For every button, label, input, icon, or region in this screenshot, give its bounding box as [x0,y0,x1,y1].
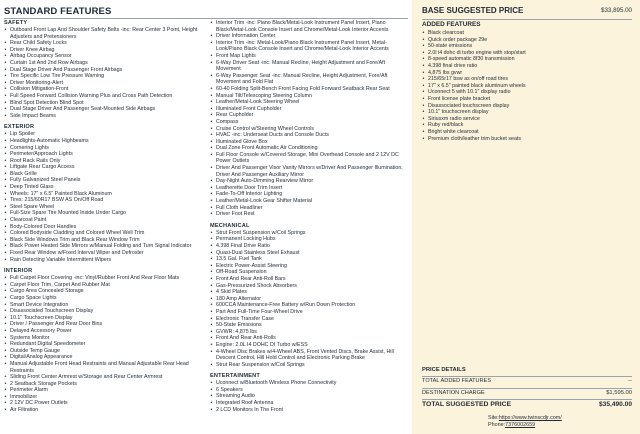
feature-list [4,131,206,263]
feature-item: • Interior Trim -inc: Piano Black/Metal-Look Instrument Panel Insert, Piano Black/Metal-Look Console Insert and Chrome/Metal-Look Interior Accents [210,20,410,33]
feature-item: • 4.398 Final Drive Ratio [210,243,410,250]
feature-item: • Cornering Lights [4,145,206,152]
features-column-right [210,20,410,413]
price-row-added [422,378,632,388]
feature-item: • Tire Specific Low Tire Pressure Warning [4,73,206,80]
feature-item: • Illuminated Glove Box [210,139,410,146]
feature-item: • Headlights-Automatic Highbeams [4,138,206,145]
added-feature-item: • 2.0l i4 dohc di turbo engine with stop/start [422,50,632,57]
feature-item: • Cruise Control w/Steering Wheel Controls [210,126,410,133]
feature-item: • Electronic Transfer Case [210,316,410,323]
feature-item: • Tires: 215/60R17 BSW AS On/Off Road [4,197,206,204]
feature-item: • Air Filtration [4,407,206,414]
feature-item: • Day-Night Auto-Dimming Rearview Mirror [210,178,410,185]
feature-item: • Smart Device Integration [4,302,206,309]
feature-item: • Driver Foot Rest [210,211,410,218]
feature-item: • 4 Skid Plates [210,289,410,296]
feature-item: • Compass [210,119,410,126]
feature-item: • Driver And Passenger Visor Vanity Mirrors w/Driver And Passenger Illumination, Driver And Passenger Auxiliary Mirror [210,165,410,178]
price-details-title: PRICE DETAILS [422,367,466,373]
added-feature-item: • 50-state emissions [422,43,632,50]
feature-item: • Leatherette Door Trim Insert [210,185,410,192]
feature-item: • 6-Way Passenger Seat -inc: Manual Recline, Height Adjustment, Fore/Aft Movement and Fold Flat [210,73,410,86]
feature-item: • Full Floor Console w/Covered Storage, Mini Overhead Console and 2 12V DC Power Outlets [210,152,410,165]
feature-item: • Body-Colored Door Handles [4,224,206,231]
page-title: STANDARD FEATURES [4,6,112,17]
feature-item: • Cargo Space Lights [4,295,206,302]
feature-item: • Side Impact Beams [4,113,206,120]
details-divider-mid [422,388,632,389]
feature-item: • Steel Spare Wheel [4,204,206,211]
feature-item: • Illuminated Front Cupholder [210,106,410,113]
feature-item: • HVAC -inc: Underseat Ducts and Console Ducts [210,132,410,139]
feature-item: • Disassociated Touchscreen Display [4,308,206,315]
feature-item: • Manual Tilt/Telescoping Steering Column [210,93,410,100]
details-divider-top [422,376,632,377]
details-divider-bottom [422,399,632,400]
feature-item: • Quasi-Dual Stainless Steel Exhaust [210,250,410,257]
feature-item: • Strut Front Suspension w/Coil Springs [210,230,410,237]
feature-item: • Front And Rear Anti-Roll Bars [210,276,410,283]
feature-item: • 6-Way Driver Seat -inc: Manual Recline, Height Adjustment and Fore/Aft Movement [210,60,410,73]
feature-item: • Blind Spot Detection Blind Spot [4,100,206,107]
price-divider [422,19,632,20]
feature-item: • Front And Rear Anti-Rolls [210,335,410,342]
total-price-value: $35,490.00 [598,401,632,408]
price-row-label: DESTINATION CHARGE [422,390,485,396]
total-price-row [422,401,632,411]
added-feature-item: • Bright white clearcoat [422,129,632,136]
feature-item: • Colored Bodyside Cladding and Colored Wheel Well Trim [4,230,206,237]
feature-item: • Delayed Accessory Power [4,328,206,335]
feature-item: • Front Map Lights [210,53,410,60]
feature-item: • Outside Temp Gauge [4,348,206,355]
price-row-value: -- [628,378,632,384]
feature-item: • Systems Monitor [4,335,206,342]
feature-item: • Clearcoat Paint [4,217,206,224]
feature-item: • Fully Galvanized Steel Panels [4,177,206,184]
feature-item: • Driver Knee Airbag [4,47,206,54]
feature-item: • Roof Rack Rails Only [4,158,206,165]
added-feature-item: • 10.1" touchscreen display [422,109,632,116]
added-features-list [422,30,632,142]
feature-list [210,20,410,218]
feature-item: • Airbag Occupancy Sensor [4,53,206,60]
feature-item: • Lip Spoiler [4,131,206,138]
feature-item: • Strut Rear Suspension w/Coil Springs [210,362,410,369]
feature-item: • Full Carpet Floor Covering -inc: Vinyl/Rubber Front And Rear Floor Mats [4,275,206,282]
added-feature-item: • Ruby red/black [422,122,632,129]
feature-list [210,230,410,368]
added-feature-item: • Disassociated touchscreen display [422,103,632,110]
feature-item: • Black Grille [4,171,206,178]
feature-item: • Leather/Metal-Look Gear Shifter Material [210,198,410,205]
added-feature-item: • Quick order package 29e [422,37,632,44]
feature-item: • Rear Child Safety Locks [4,40,206,47]
feature-list [4,275,206,413]
feature-item: • Full Cloth Headliner [210,205,410,212]
feature-item: • Curtain 1st And 2nd Row Airbags [4,60,206,67]
feature-item: • 60-40 Folding Split-Bench Front Facing Fold Forward Seatback Rear Seat [210,86,410,93]
phone-label: Phone: [488,422,506,428]
feature-item: • Manual Adjustable Front Head Restraints and Manual Adjustable Rear Head Restraints [4,361,206,374]
added-feature-item: • Siriusxm radio service [422,116,632,123]
feature-item: • Redundant Digital Speedometer [4,341,206,348]
feature-item: • Outboard Front Lap And Shoulder Safety Belts -inc: Rear Center 3 Point, Height Adjusters and Pretensioners [4,27,206,40]
feature-item: • Integrated Roof Antenna [210,400,410,407]
feature-item: • Perimeter/Approach Lights [4,151,206,158]
title-divider [4,18,408,19]
feature-item: • Electric Power-Assist Steering [210,263,410,270]
feature-item: • 50-State Emissions [210,322,410,329]
section-heading-interior: INTERIOR [4,268,33,275]
added-feature-item: • 4.398 final drive ratio [422,63,632,70]
feature-item: • Full Speed Forward Collision Warning Plus and Cross Path Detection [4,93,206,100]
feature-item: • Wheels: 17" x 6.5" Painted Black Aluminum [4,191,206,198]
section-heading-mechanical: MECHANICAL [210,222,250,229]
feature-item: • Full-Size Spare Tire Mounted Inside Under Cargo [4,210,206,217]
section-heading-safety: SAFETY [4,20,28,26]
feature-item: • Driver Information Center [210,33,410,40]
feature-list [210,380,410,413]
dealer-site-link[interactable]: https://www.twinscdjr.com/ [498,415,562,421]
feature-item: • Gas-Pressurized Shock Absorbers [210,283,410,290]
added-feature-item: • 17" x 6.5" painted black aluminum wheels [422,83,632,90]
feature-item: • Engine: 2.0L I4 DOHC DI Turbo w/ESS [210,342,410,349]
feature-item: • 10.1" Touchscreen Display [4,315,206,322]
added-feature-item: • 8-speed automatic 8f30 transmission [422,56,632,63]
feature-item: • Driver / Passenger And Rear Door Bins [4,321,206,328]
feature-item: • Permanent Locking Hubs [210,236,410,243]
feature-item: • 180 Amp Alternator [210,296,410,303]
feature-item: • 6 Speakers [210,387,410,394]
feature-item: • Deep Tinted Glass [4,184,206,191]
feature-item: • GVWR: 4,875 lbs [210,329,410,336]
feature-list [4,27,206,119]
site-label: Site: [488,415,499,421]
feature-item: • 2 Seatback Storage Pockets [4,381,206,388]
added-features-title: ADDED FEATURES [422,21,481,28]
dealer-phone-link[interactable]: 7376002659 [505,422,536,428]
added-feature-item: • Premium cloth/leather trim bucket seats [422,136,632,143]
feature-item: • Black Side Windows Trim and Black Rear Window Trim [4,237,206,244]
feature-item: • Dual Stage Driver And Passenger Front Airbags [4,67,206,74]
base-price-row [422,6,632,18]
feature-item: • Cargo Area Concealed Storage [4,288,206,295]
feature-item: • Dual Stage Driver And Passenger Seat-Mounted Side Airbags [4,106,206,113]
feature-item: • Carpet Floor Trim, Carpet And Rubber Mat [4,282,206,289]
section-heading-entertainment: ENTERTAINMENT [210,373,261,380]
added-feature-item: • 4,875 lbs gvwr [422,70,632,77]
feature-item: • Dual Zone Front Automatic Air Conditioning [210,145,410,152]
dealer-contact [488,415,562,429]
feature-item: • Interior Trim -inc: Metal-Look/Piano Black Instrument Panel Insert, Metal-Look/Piano Black Console Insert and Chrome/Metal-Look Interior Accents [210,40,410,53]
added-feature-item: • 215/65r17 bsw as on/off road tires [422,76,632,83]
section-heading-exterior: EXTERIOR [4,124,35,131]
price-row-value: $1,595.00 [606,390,632,396]
added-feature-item: • Black clearcoat [422,30,632,37]
feature-item: • Off-Road Suspension [210,269,410,276]
feature-item: • 600CCA Maintenance-Free Battery w/Run Down Protection [210,302,410,309]
feature-item: • 4-Wheel Disc Brakes w/4-Wheel ABS, Front Vented Discs, Brake Assist, Hill Descent Control, Hill Hold Control and Electronic Parking Brake [210,349,410,362]
feature-item: • Rain Detecting Variable Intermittent Wipers [4,257,206,264]
feature-item: • Uconnect w/Bluetooth Wireless Phone Connectivity [210,380,410,387]
feature-item: • Fixed Rear Window w/Fixed Interval Wiper and Defroster [4,250,206,257]
added-feature-item: • Front license plate bracket [422,96,632,103]
feature-item: • Collision Mitigation-Front [4,86,206,93]
feature-item: • Digital/Analog Appearance [4,354,206,361]
feature-item: • Perimeter Alarm [4,387,206,394]
feature-item: • Rear Cupholder [210,112,410,119]
feature-item: • Immobilizer [4,394,206,401]
feature-item: • 2 LCD Monitors In The Front [210,407,410,414]
added-feature-item: • Uconnect 5 with 10.1" display radio [422,89,632,96]
feature-item: • Fade-To-Off Interior Lighting [210,191,410,198]
feature-item: • Leather/Metal-Look Steering Wheel [210,99,410,106]
feature-item: • 2 12V DC Power Outlets [4,400,206,407]
price-row-label: TOTAL ADDED FEATURES [422,378,492,384]
features-column-left [4,20,206,414]
base-price-value: $33,895.00 [601,7,632,14]
total-price-label: TOTAL SUGGESTED PRICE [422,401,512,408]
feature-item: • Sliding Front Center Armrest w/Storage and Rear Center Armrest [4,374,206,381]
feature-item: • Driver Monitoring-Alert [4,80,206,87]
feature-item: • 13.5 Gal. Fuel Tank [210,256,410,263]
feature-item: • Part And Full-Time Four-Wheel Drive [210,309,410,316]
feature-item: • Liftgate Rear Cargo Access [4,164,206,171]
base-price-label: BASE SUGGESTED PRICE [422,6,524,15]
feature-item: • Streaming Audio [210,393,410,400]
feature-item: • Black Power Heated Side Mirrors w/Manual Folding and Turn Signal Indicator [4,243,206,250]
